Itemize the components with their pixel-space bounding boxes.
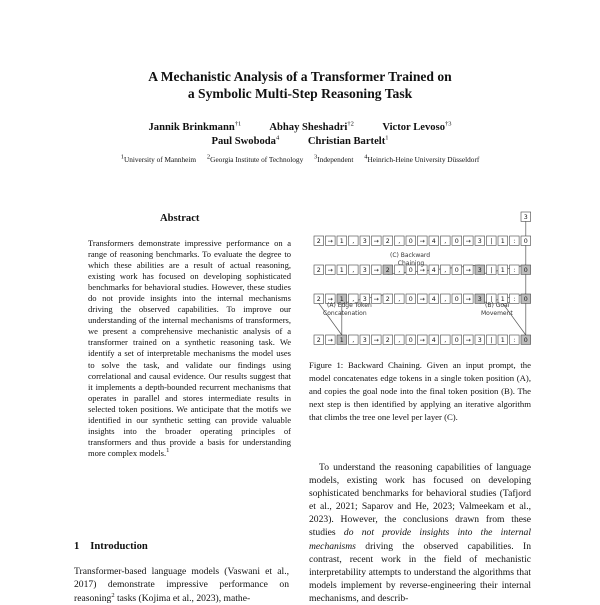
token-cell: 0 [454,337,459,345]
token-cell: 3 [362,267,367,275]
token-cell: , [398,337,401,345]
intro-text: Transformer-based language models (Vaswani et al., 2017) demonstrate impressive performance on reasoning [74,566,289,604]
token-cell: 0 [408,267,413,275]
token-cell: 3 [362,296,367,304]
author-sup: †1 [234,120,242,128]
token-cell: → [465,238,471,246]
token-cell: → [373,337,379,345]
figure-backward-chaining [309,208,531,348]
token-cell: → [327,267,333,275]
token-cell: 0 [523,296,528,304]
affil-name: University of Mannheim [123,155,197,164]
token-cell: → [419,267,425,275]
token-cell: 1 [339,337,344,345]
author-name: Paul Swoboda [211,136,276,147]
abstract-heading: Abstract [160,213,200,224]
label-backward-line2: Chaining [397,260,425,267]
author-name: Abhay Sheshadri [269,122,348,133]
token-cell: 3 [477,238,482,246]
footnote-mark: 2 [111,591,115,599]
token-cell: : [513,267,516,275]
label-goal-line1: (B) Goal [485,302,510,309]
section-title: Introduction [90,541,148,552]
token-cell: → [419,337,425,345]
label-goal [481,302,513,317]
intro-emphasis: do not provide insights into the internal mechanisms [309,527,531,552]
token-cell: : [513,238,516,246]
token-cell: , [398,238,401,246]
author-name: Christian Bartelt [307,136,386,147]
token-cell: : [513,296,516,304]
intro-left-column [74,565,289,605]
author-sup: †3 [445,120,452,128]
token-cell: 0 [408,296,413,304]
token-cell: | [490,238,493,246]
author-sup: 4 [275,134,280,142]
token-cell: → [373,267,379,275]
token-cell: → [465,337,471,345]
affil-sup: 1 [120,153,124,161]
token-cell: → [373,238,379,246]
token-cell: , [444,337,447,345]
token-cell: 2 [385,296,390,304]
token-cell: → [327,296,333,304]
token-cell: 2 [316,238,321,246]
token-cell: → [327,238,333,246]
token-cell: 1 [500,267,505,275]
token-cell: 2 [316,337,321,345]
title-line-2: a Symbolic Multi-Step Reasoning Task [187,86,413,101]
token-cell: , [352,296,355,304]
token-cell: → [465,267,471,275]
token-cell: 0 [523,267,528,275]
author-list [0,121,600,149]
token-cell: → [327,337,333,345]
section-number: 1 [74,541,80,552]
token-cell: , [398,296,401,304]
token-cell: 2 [316,296,321,304]
token-cell: , [352,238,355,246]
token-cell: 1 [339,238,344,246]
affil-name: Georgia Institute of Technology [210,155,304,164]
token-cell: → [419,238,425,246]
token-cell: 4 [431,267,436,275]
label-goal-line2: Movement [481,310,513,317]
token-cell: 1 [339,296,344,304]
section-heading [74,541,148,552]
intro-right-column [309,461,531,605]
token-cell: → [419,296,425,304]
token-cell: 3 [362,337,367,345]
token-cell: | [490,337,493,345]
author-name: Victor Levoso [382,122,445,133]
intro-text: driving the observed capabilities. In contrast, recent work in the field of mechanistic interpretability attempts to understand the algorithms that models implement by reverse-engineering their internal mechanisms, and describ- [309,540,531,604]
token-cell: 0 [454,238,459,246]
abstract-text: Transformers demonstrate impressive performance on a range of reasoning benchmarks. To evaluate the degree to which these abilities are a result of actual reasoning, existing work has focused on developing sophisticated benchmarks for behavioral studies. However, these studies do not provide insights into the internal mechanisms driving the observed capabilities. To improve our understanding of the internal mechanisms of transformers, we present a comprehensive mechanistic analysis of a transformer trained on a synthetic reasoning task. We identify a set of interpretable mechanisms the model uses to solve the task, and validate our findings using correlational and causal evidence. Our results suggest that it implements a depth-bounded recurrent mechanisms that operates in parallel and stores intermediate results in selected token positions. We anticipate that the motifs we identified in our synthetic setting can provide valuable insights into the broader operating principles of transformers and thus provide a basis for understanding more complex models. [88,238,291,458]
affil-sup: 3 [314,153,318,161]
token-cell: 1 [500,296,505,304]
token-cell: 3 [362,238,367,246]
author-name: Jannik Brinkmann [148,122,235,133]
token-cell: 0 [454,296,459,304]
author-sup: †2 [347,120,354,128]
author-row-1 [0,121,600,135]
author-row-2 [0,135,600,149]
token-cell: , [352,267,355,275]
affil-name: Independent [317,155,354,164]
intro-text: To understand the reasoning capabilities of language models, existing work has focused on developing sophisticated benchmarks for behavioral studies (Tafjord et al., 2021; Saparov and He, 2023; Valmeekam et al., 2023). However, the conclusions drawn from these studies [309,462,531,539]
token-cell: , [444,267,447,275]
figure-caption: Figure 1: Backward Chaining. Given an input prompt, the model concatenates edge tokens in a single token position (A), and copies the goal node into the final token position (B). The next step is then identified by applying an iterative algorithm that climbs the tree one level per layer (C). [309,360,531,423]
label-edge-line2: Concatenation [323,310,367,317]
label-backward-line1: (C) Backward [389,252,431,259]
abstract-body [88,238,291,459]
token-cell: 4 [431,296,436,304]
intro-text: tasks (Kojima et al., 2023), mathe- [114,592,251,604]
affil-sup: 4 [364,153,368,161]
title-line-1: A Mechanistic Analysis of a Transformer Trained on [148,69,452,84]
author-sup: 1 [385,134,389,142]
token-cell: 0 [408,238,413,246]
token-cell: → [465,296,471,304]
token-cell: 2 [385,238,390,246]
token-cell: 3 [477,296,482,304]
affiliations [0,155,600,165]
token-cell: , [398,267,401,275]
token-cell: 2 [385,337,390,345]
token-cell: 0 [454,267,459,275]
token-cell: 1 [500,238,505,246]
token-cell: 1 [339,267,344,275]
token-cell: 0 [408,337,413,345]
token-cell: 2 [385,267,390,275]
paper-title [0,68,600,102]
footnote-mark: 1 [166,447,170,455]
token-cell: 3 [477,267,482,275]
label-edge [323,302,374,317]
token-cell: 3 [477,337,482,345]
token-cell: , [444,296,447,304]
token-cell: 4 [431,337,436,345]
token-cell: 0 [523,337,528,345]
figure-token-rows [314,212,531,344]
token-cell: | [490,267,493,275]
output-token: 3 [523,214,528,222]
token-cell: , [444,238,447,246]
token-cell: 4 [431,238,436,246]
token-cell: 1 [500,337,505,345]
token-cell: , [352,337,355,345]
token-cell: → [373,296,379,304]
token-cell: 2 [316,267,321,275]
label-edge-line1: (A) Edge Token [327,302,372,309]
affil-sup: 2 [206,153,211,161]
figure-labels [323,252,516,317]
token-cell: : [513,337,516,345]
affil-name: Heinrich-Heine University Düsseldorf [367,155,480,164]
token-cell: | [490,296,493,304]
token-cell: 0 [523,238,528,246]
